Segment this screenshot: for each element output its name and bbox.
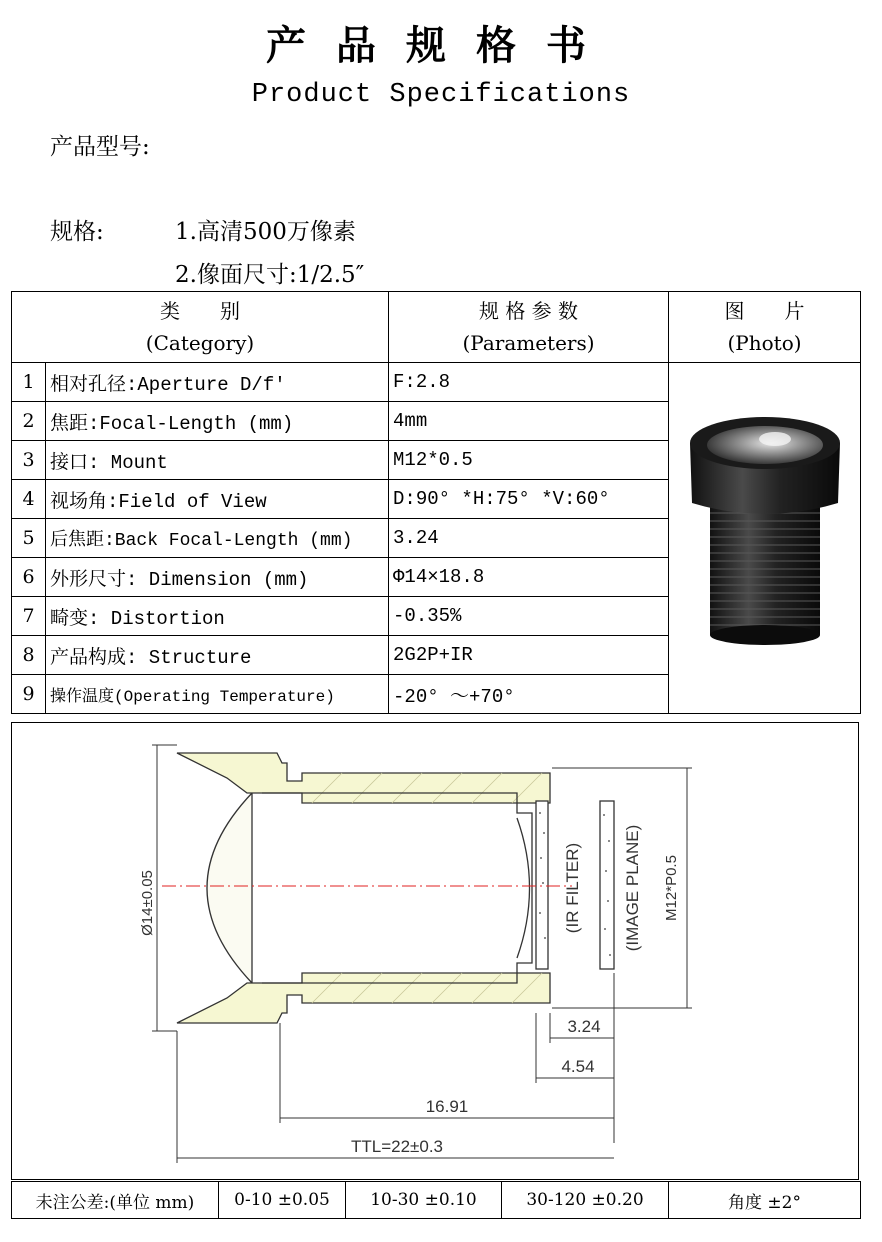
row-value: M12*0.5: [389, 441, 669, 480]
spec-table-header: [12, 292, 861, 363]
spec-line-2: 2.像面尺寸:1/2.5″: [175, 262, 365, 288]
photo-header-cn: 图 片: [724, 299, 805, 323]
row-value: -20° ～+70°: [389, 675, 669, 714]
params-header: [389, 292, 669, 363]
bfl-dimension: 3.24: [567, 1017, 601, 1036]
row-category: 操作温度(Operating Temperature): [46, 675, 389, 714]
page-subtitle: Product Specifications: [251, 80, 631, 110]
model-label: 产品型号:: [50, 134, 150, 160]
row-value: D:90° *H:75° *V:60°: [389, 480, 669, 519]
technical-drawing: [11, 722, 859, 1180]
row-number: 9: [12, 675, 46, 714]
spec-line-1: 1.高清500万像素: [175, 219, 356, 245]
row-value: Φ14×18.8: [389, 558, 669, 597]
spec-table: [11, 291, 861, 714]
image-plane-label: (IMAGE PLANE): [623, 824, 642, 952]
row-number: 7: [12, 597, 46, 636]
row-value: -0.35%: [389, 597, 669, 636]
row-category: 接口: Mount: [46, 441, 389, 480]
params-header-en: (Parameters): [462, 331, 595, 355]
diameter-dimension: Ø14±0.05: [139, 870, 156, 936]
row-category: 焦距:Focal-Length (mm): [46, 402, 389, 441]
ttl-dimension: TTL=22±0.3: [350, 1137, 444, 1156]
length-dimension: 16.91: [425, 1097, 469, 1116]
table-row: [12, 363, 861, 402]
row-category: 视场角:Field of View: [46, 480, 389, 519]
row-number: 3: [12, 441, 46, 480]
tolerance-row: [12, 1182, 861, 1219]
category-header: [12, 292, 389, 363]
thread-label: M12*P0.5: [663, 855, 680, 921]
row-value: 2G2P+IR: [389, 636, 669, 675]
row-number: 5: [12, 519, 46, 558]
row-number: 1: [12, 363, 46, 402]
tolerance-table: [11, 1181, 861, 1219]
photo-header-en: (Photo): [727, 331, 802, 355]
row-number: 6: [12, 558, 46, 597]
row-number: 4: [12, 480, 46, 519]
tolerance-item: 0-10 ±0.05: [219, 1182, 346, 1219]
row-category: 相对孔径:Aperture D/f′: [46, 363, 389, 402]
lens-cross-section-diagram: [12, 723, 858, 1179]
row-category: 后焦距:Back Focal-Length (mm): [46, 519, 389, 558]
row-category: 产品构成: Structure: [46, 636, 389, 675]
flange-dimension: 4.54: [561, 1057, 595, 1076]
spec-label: 规格:: [50, 219, 104, 245]
row-value: 4mm: [389, 402, 669, 441]
row-category: 畸变: Distortion: [46, 597, 389, 636]
page-title: 产品规格书: [266, 22, 616, 69]
row-number: 8: [12, 636, 46, 675]
lens-photo: [669, 363, 861, 714]
tolerance-label: 未注公差:(单位 mm): [12, 1182, 219, 1219]
category-header-en: (Category): [145, 331, 255, 355]
category-header-cn: 类 别: [160, 299, 240, 323]
photo-header: [669, 292, 861, 363]
tolerance-item: 30-120 ±0.20: [502, 1182, 669, 1219]
row-number: 2: [12, 402, 46, 441]
ir-filter-label: (IR FILTER): [563, 842, 582, 934]
tolerance-item: 10-30 ±0.10: [346, 1182, 502, 1219]
tolerance-angle: 角度 ±2°: [669, 1182, 861, 1219]
params-header-cn: 规 格 参 数: [478, 299, 579, 323]
row-value: 3.24: [389, 519, 669, 558]
lens-photo-image: [670, 365, 860, 705]
row-value: F:2.8: [389, 363, 669, 402]
row-category: 外形尺寸: Dimension (mm): [46, 558, 389, 597]
